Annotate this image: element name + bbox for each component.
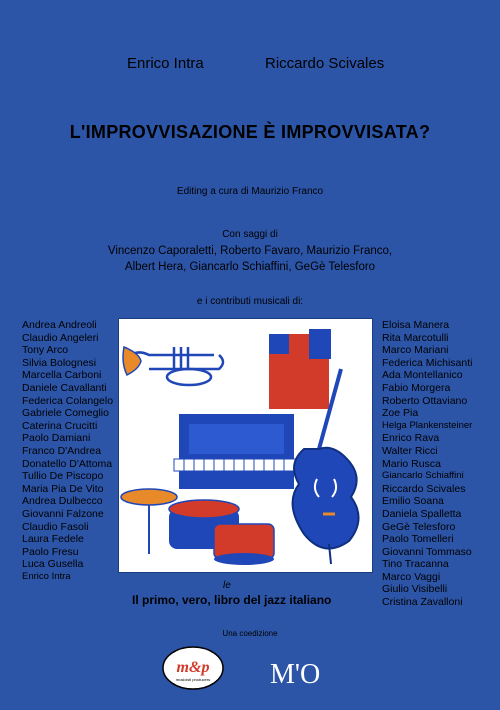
contributor-name: Tino Tracanna	[382, 558, 449, 571]
contributor-name: Paolo Damiani	[22, 432, 91, 445]
contributor-name: Claudio Fasoli	[22, 520, 89, 533]
contributor-name: Federica Colangelo	[22, 394, 114, 407]
jazz-instruments-illustration	[118, 318, 373, 573]
art-drum-head	[169, 500, 239, 518]
essay-authors	[0, 243, 500, 275]
editing-credit: Editing a cura di Maurizio Franco	[176, 186, 324, 197]
author-1: Enrico Intra	[127, 55, 204, 72]
contributor-name: Silvia Bolognesi	[22, 356, 97, 369]
tagline-corrected-word	[214, 580, 241, 607]
contributor-name: Helga Plankensteiner	[382, 419, 473, 431]
authors	[0, 55, 500, 75]
contributor-name: Paolo Tomelleri	[382, 533, 454, 546]
contributor-name: Enrico Intra	[22, 570, 71, 582]
contributor-name: Giovanni Falzone	[22, 507, 104, 520]
contributor-name: Eloisa Manera	[382, 319, 450, 331]
contributor-name: Franco D'Andrea	[22, 444, 102, 457]
contributor-name: Donatello D'Attoma	[22, 457, 113, 470]
contributors-left-column	[22, 319, 113, 583]
coedition-label: Una coedizione	[222, 629, 278, 638]
contributor-name: Emilio Soana	[382, 495, 444, 508]
tagline-correction: le	[223, 580, 231, 591]
contributor-name: Zoe Pia	[382, 407, 419, 420]
art-blue-square-2	[309, 329, 331, 359]
mo-logo	[268, 651, 330, 691]
essays-label: Con saggi di	[222, 229, 278, 240]
contributor-name: Maria Pia De Vito	[22, 482, 104, 495]
contributor-name: Giovanni Tommaso	[382, 545, 472, 558]
contributor-name: Roberto Ottaviano	[382, 394, 468, 407]
contributor-name: Walter Ricci	[382, 444, 438, 457]
contributor-name: Daniele Cavallanti	[22, 381, 107, 394]
author-2: Riccardo Scivales	[265, 55, 385, 72]
mp-logo-sub: musicisti producers	[175, 677, 211, 682]
contributors-right-column	[382, 319, 472, 609]
contributor-name: Marco Vaggi	[382, 570, 441, 583]
book-title: L'IMPROVVISAZIONE È IMPROVVISATA?	[69, 122, 431, 142]
art-trumpet	[129, 347, 223, 385]
contributor-name: Marcella Carboni	[22, 369, 102, 382]
m-and-p-logo	[162, 645, 224, 691]
tagline	[132, 580, 332, 607]
contributor-name: Andrea Andreoli	[22, 319, 97, 331]
contributor-name: Giancarlo Schiaffini	[382, 470, 464, 482]
contributor-name: Daniela Spalletta	[382, 507, 462, 520]
contributor-name: Paolo Fresu	[22, 545, 79, 558]
essay-authors-line-1: Vincenzo Caporaletti, Roberto Favaro, Maurizio Franco,	[107, 245, 393, 257]
m-and-p-logo-icon	[162, 645, 224, 691]
contributor-name: GeGè Telesforo	[382, 520, 456, 533]
contributor-name: Ada Montellanico	[382, 369, 463, 382]
contributor-name: Enrico Rava	[382, 432, 440, 445]
jazz-instruments-icon	[119, 319, 372, 572]
art-floor-base	[214, 553, 274, 565]
art-blue-square	[269, 334, 289, 354]
contributor-name: Tullio De Piscopo	[22, 470, 104, 483]
contributor-name: Marco Mariani	[382, 344, 449, 357]
mo-logo-mark: M'O	[270, 659, 321, 690]
contributor-name: Rita Marcotulli	[382, 331, 449, 344]
contributor-name: Cristina Zavalloni	[382, 596, 463, 609]
tagline-start: Il primo, vero,	[132, 593, 215, 607]
contributor-name: Gabriele Comeglio	[22, 407, 109, 420]
mo-logo-icon	[268, 651, 330, 691]
contributor-name: Riccardo Scivales	[382, 482, 466, 495]
contributor-name: Mario Rusca	[382, 457, 441, 470]
contributor-name: Luca Gusella	[22, 558, 84, 571]
mp-logo-mark: m&p	[176, 659, 210, 676]
tagline-word: libro	[214, 593, 241, 607]
contributor-name: Laura Fedele	[22, 533, 84, 546]
art-piano-keys	[174, 459, 299, 471]
contributor-name: Claudio Angeleri	[22, 331, 99, 344]
contributor-name: Giulio Visibelli	[382, 583, 448, 596]
art-piano-panel	[189, 424, 284, 454]
art-cymbal	[121, 489, 177, 505]
essay-authors-line-2: Albert Hera, Giancarlo Schiaffini, GeGè Telesforo	[124, 261, 376, 273]
contributor-name: Federica Michisanti	[382, 356, 473, 369]
contributor-name: Caterina Crucitti	[22, 419, 98, 432]
tagline-end: del jazz italiano	[240, 593, 332, 607]
contributor-name: Tony Arco	[22, 344, 69, 357]
contributors-label: e i contributi musicali di:	[196, 296, 304, 307]
contributor-name: Andrea Dulbecco	[22, 495, 103, 508]
contributor-name: Fabio Morgera	[382, 381, 451, 394]
